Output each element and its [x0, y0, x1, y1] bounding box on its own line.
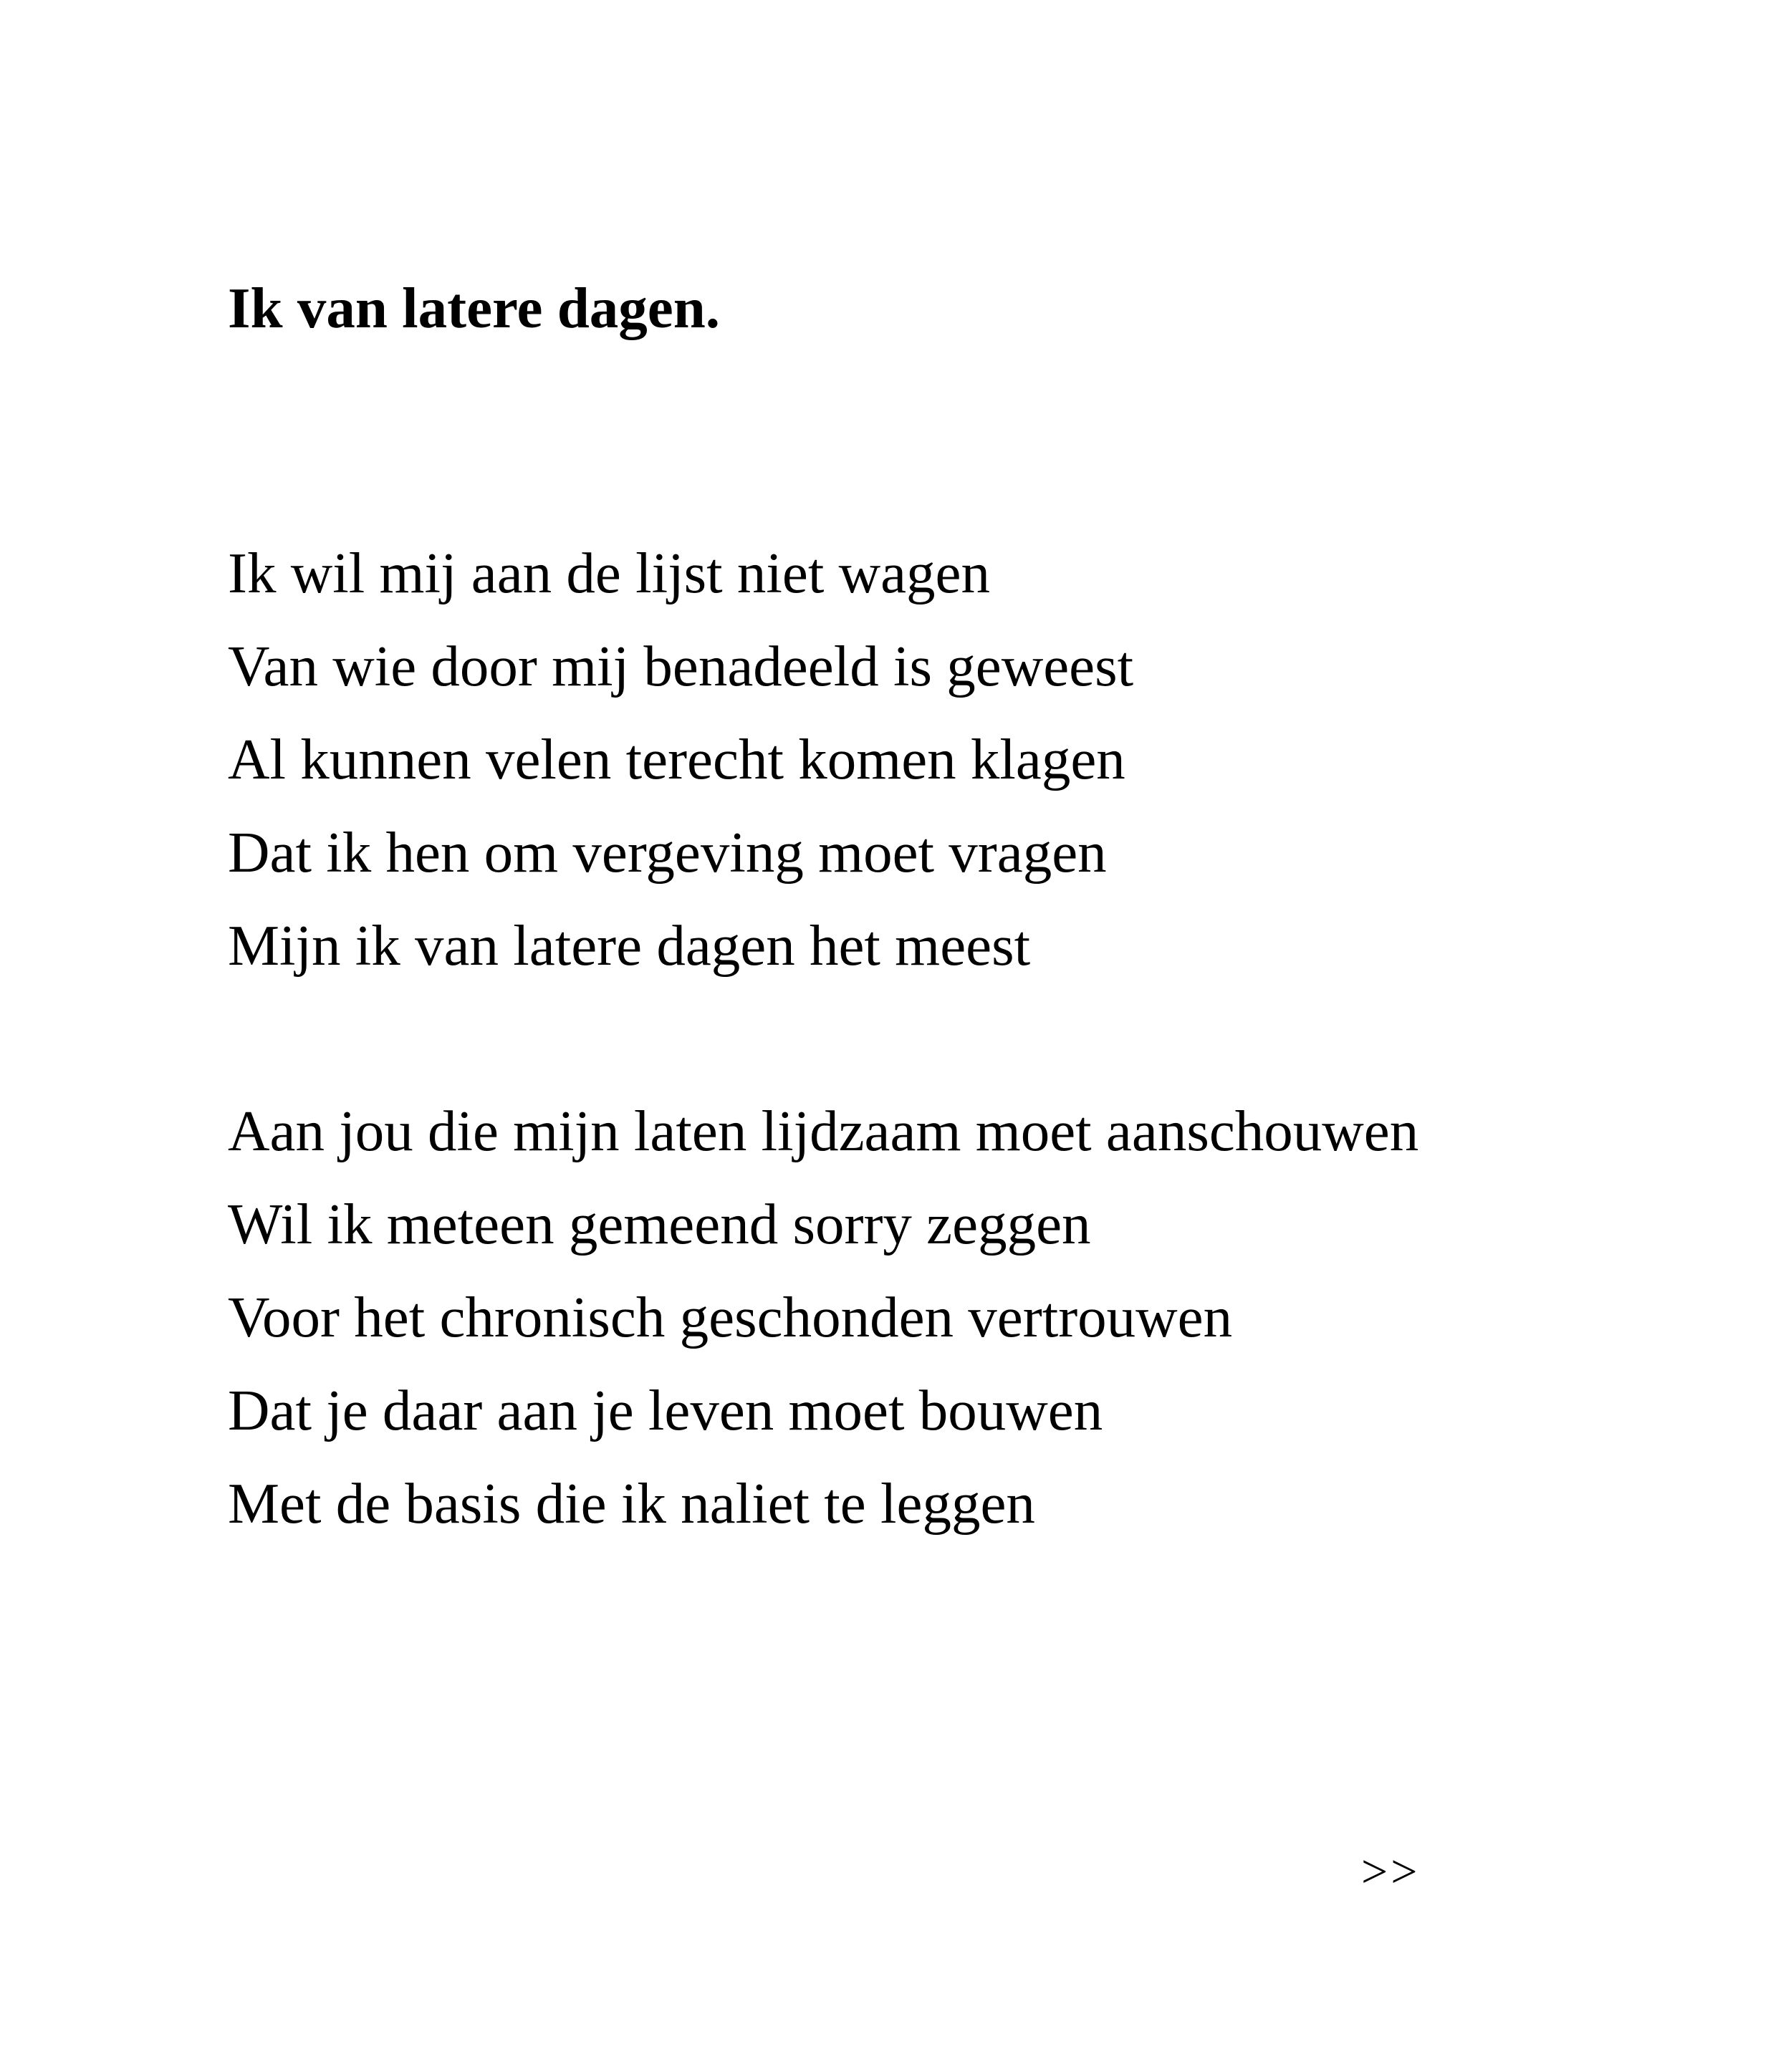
next-page-link[interactable]: >>: [1361, 1846, 1421, 1898]
stanza-1-line-4: Dat ik hen om vergeving moet vragen: [228, 820, 1107, 885]
stanza-1-line-2: Van wie door mij benadeeld is geweest: [228, 634, 1134, 698]
stanza-2-line-1: Aan jou die mijn laten lijdzaam moet aanschouwen: [228, 1099, 1419, 1163]
stanza-1: [228, 526, 1133, 992]
stanza-2-line-2: Wil ik meteen gemeend sorry zeggen: [228, 1192, 1091, 1256]
poem-title: Ik van latere dagen.: [228, 276, 721, 340]
stanza-1-line-1: Ik wil mij aan de lijst niet wagen: [228, 541, 990, 605]
stanza-2-line-5: Met de basis die ik naliet te leggen: [228, 1471, 1035, 1536]
stanza-1-line-5: Mijn ik van latere dagen het meest: [228, 913, 1031, 978]
stanza-1-line-3: Al kunnen velen terecht komen klagen: [228, 727, 1125, 791]
stanza-2: [228, 1084, 1418, 1550]
stanza-2-line-4: Dat je daar aan je leven moet bouwen: [228, 1378, 1103, 1442]
stanza-2-line-3: Voor het chronisch geschonden vertrouwen: [228, 1285, 1233, 1349]
